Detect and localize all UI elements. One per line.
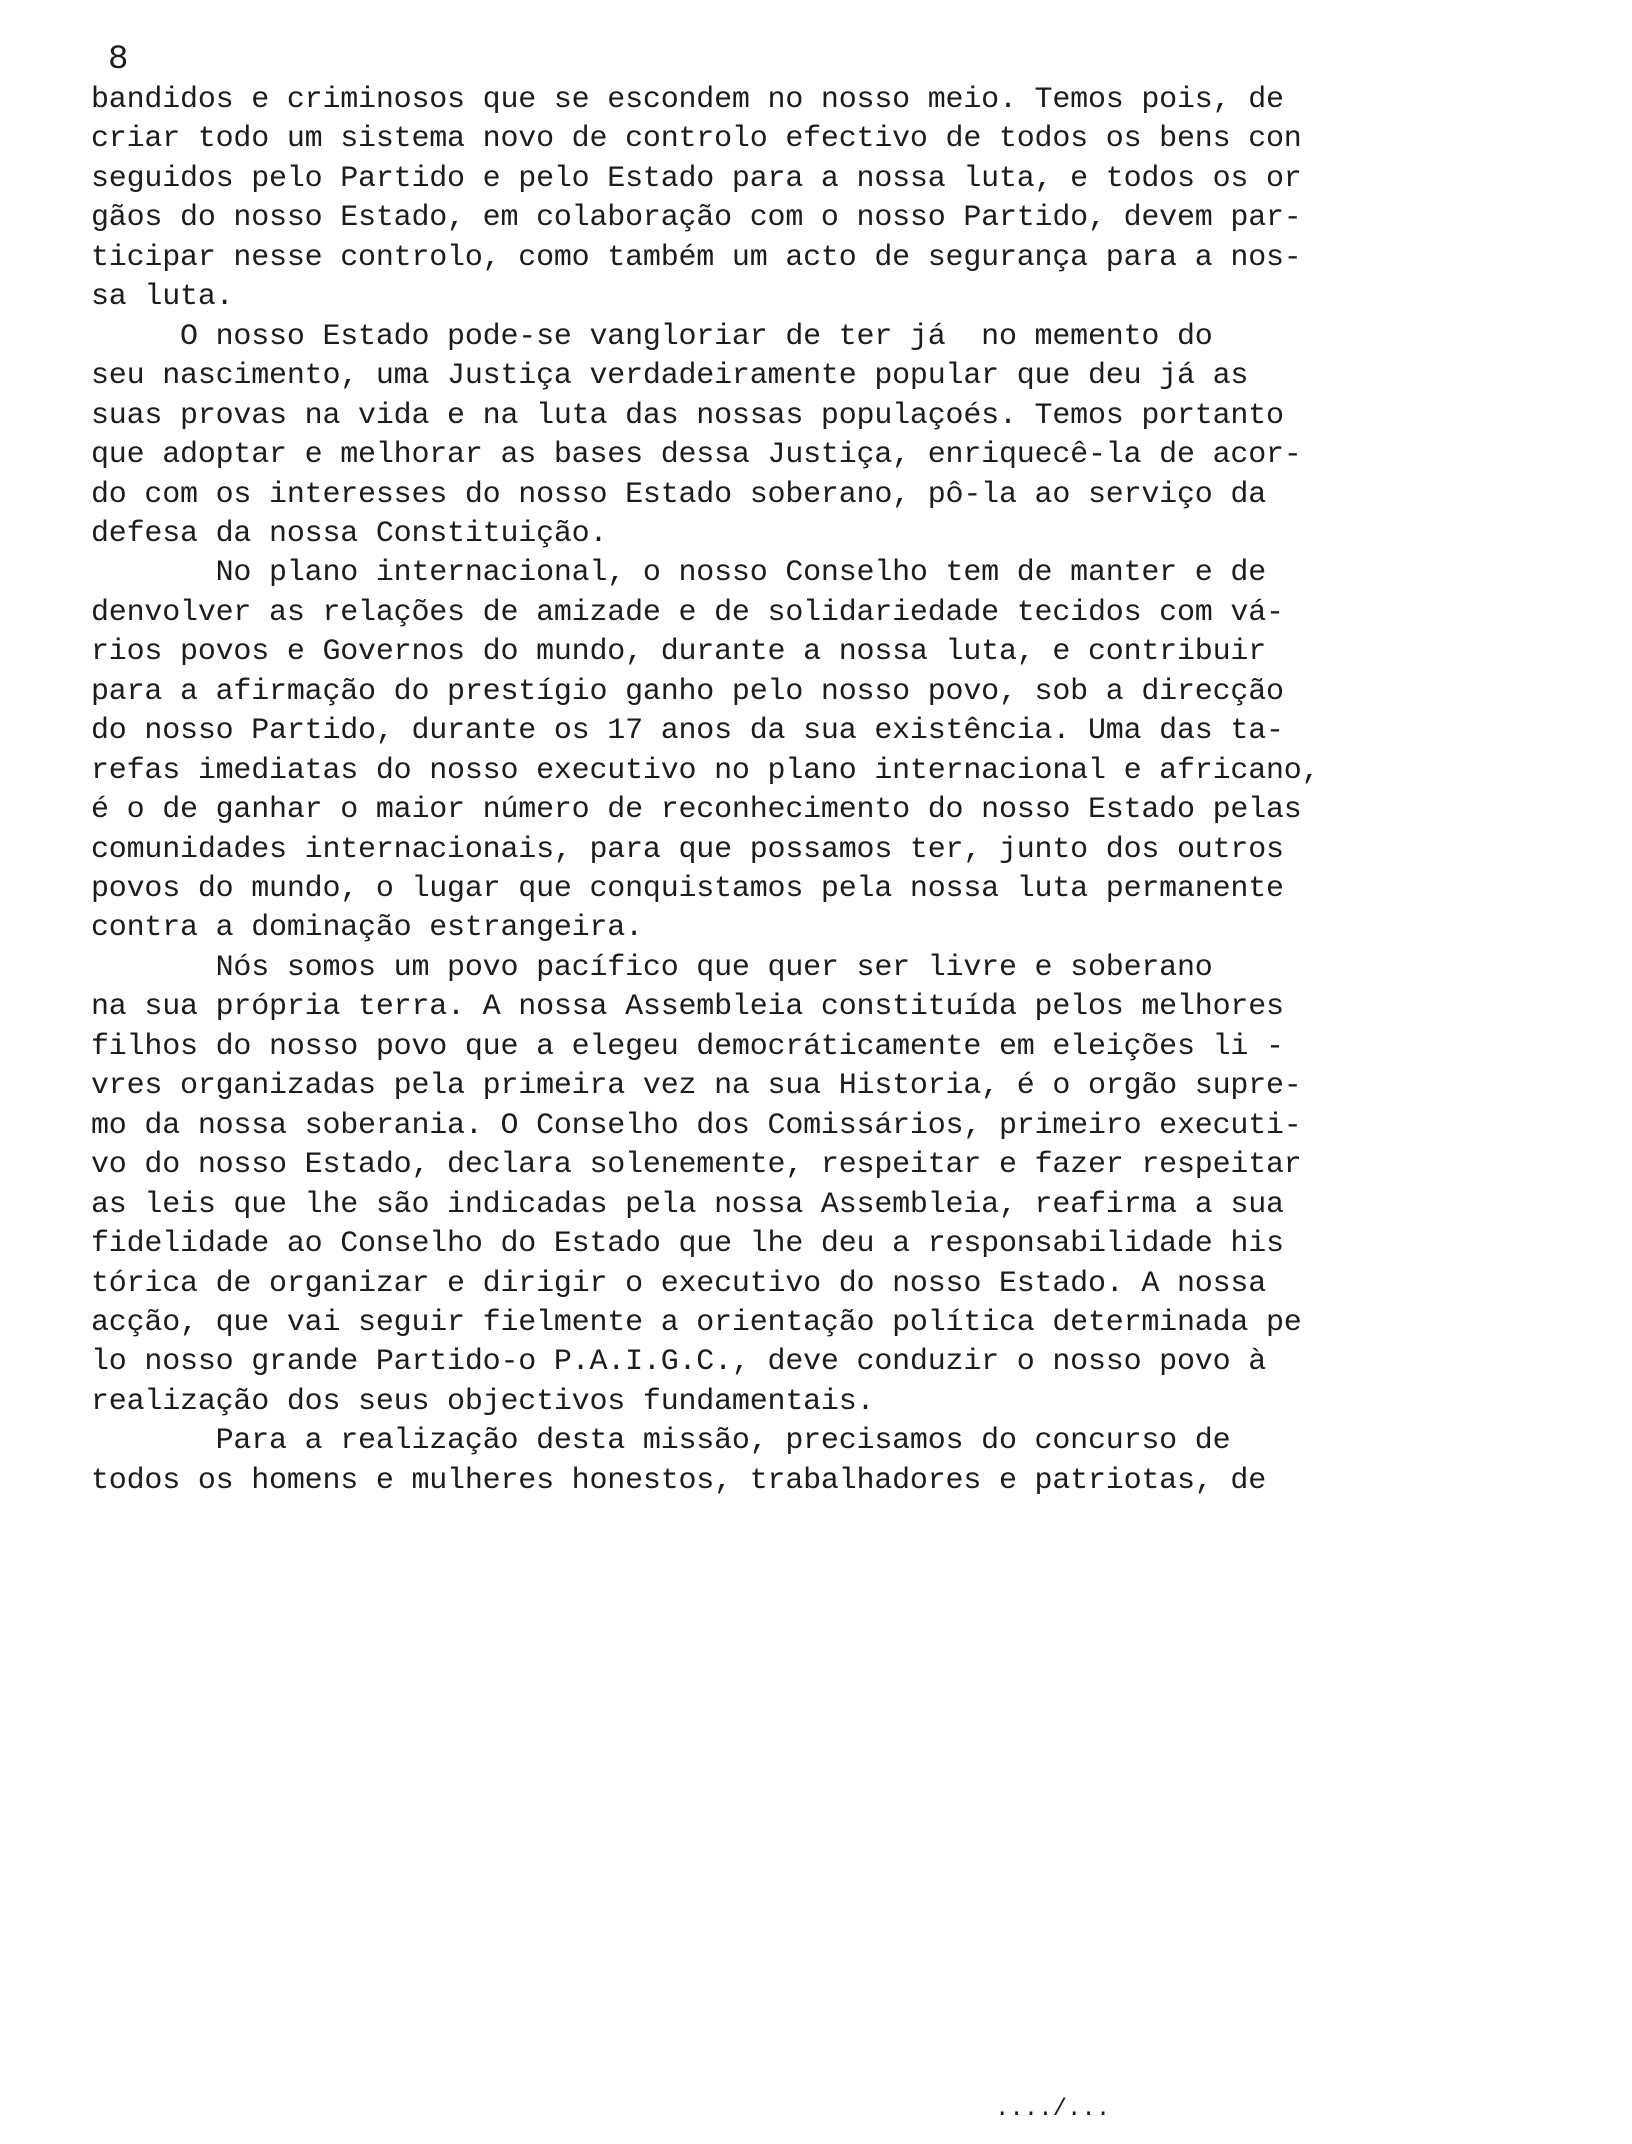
text-line: povos do mundo, o lugar que conquistamos pela nossa luta permanente bbox=[91, 872, 1284, 906]
text-line: tórica de organizar e dirigir o executivo do nosso Estado. A nossa bbox=[91, 1267, 1266, 1301]
text-line: ticipar nesse controlo, como também um acto de segurança para a nos- bbox=[91, 241, 1302, 275]
text-line: Nós somos um povo pacífico que quer ser livre e soberano bbox=[91, 951, 1213, 985]
text-line: gãos do nosso Estado, em colaboração com o nosso Partido, devem par- bbox=[91, 201, 1302, 235]
text-line: refas imediatas do nosso executivo no plano internacional e africano, bbox=[91, 754, 1320, 788]
text-line: realização dos seus objectivos fundamentais. bbox=[91, 1385, 875, 1419]
text-line: do nosso Partido, durante os 17 anos da sua existência. Uma das ta- bbox=[91, 714, 1284, 748]
text-line: vres organizadas pela primeira vez na sua Historia, é o orgão supre- bbox=[91, 1069, 1302, 1103]
text-line: suas provas na vida e na luta das nossas populaçoés. Temos portanto bbox=[91, 399, 1284, 433]
text-line: seu nascimento, uma Justiça verdadeiramente popular que deu já as bbox=[91, 359, 1249, 393]
text-line: todos os homens e mulheres honestos, trabalhadores e patriotas, de bbox=[91, 1464, 1266, 1498]
text-line: do com os interesses do nosso Estado soberano, pô-la ao serviço da bbox=[91, 478, 1266, 512]
text-line: criar todo um sistema novo de controlo efectivo de todos os bens con bbox=[91, 122, 1302, 156]
text-line: para a afirmação do prestígio ganho pelo nosso povo, sob a direcção bbox=[91, 675, 1284, 709]
text-line: as leis que lhe são indicadas pela nossa Assembleia, reafirma a sua bbox=[91, 1188, 1284, 1222]
text-line: vo do nosso Estado, declara solenemente, respeitar e fazer respeitar bbox=[91, 1148, 1302, 1182]
text-line: é o de ganhar o maior número de reconhecimento do nosso Estado pelas bbox=[91, 793, 1302, 827]
text-line: sa luta. bbox=[91, 280, 234, 314]
text-line: denvolver as relações de amizade e de solidariedade tecidos com vá- bbox=[91, 596, 1284, 630]
text-line: bandidos e criminosos que se escondem no nosso meio. Temos pois, de bbox=[91, 83, 1284, 117]
text-line: que adoptar e melhorar as bases dessa Justiça, enriquecê-la de acor- bbox=[91, 438, 1302, 472]
text-line: acção, que vai seguir fielmente a orientação política determinada pe bbox=[91, 1306, 1302, 1340]
text-line: lo nosso grande Partido-o P.A.I.G.C., deve conduzir o nosso povo à bbox=[91, 1345, 1266, 1379]
text-line: filhos do nosso povo que a elegeu democráticamente em eleições li - bbox=[91, 1030, 1284, 1064]
text-line: comunidades internacionais, para que possamos ter, junto dos outros bbox=[91, 833, 1284, 867]
text-line: No plano internacional, o nosso Conselho tem de manter e de bbox=[91, 556, 1266, 590]
continuation-mark: ..../... bbox=[995, 2096, 1111, 2123]
text-line: mo da nossa soberania. O Conselho dos Comissários, primeiro executi- bbox=[91, 1109, 1302, 1143]
text-line: rios povos e Governos do mundo, durante a nossa luta, e contribuir bbox=[91, 635, 1266, 669]
text-line: defesa da nossa Constituição. bbox=[91, 517, 608, 551]
text-line: na sua própria terra. A nossa Assembleia constituída pelos melhores bbox=[91, 990, 1284, 1024]
text-line: fidelidade ao Conselho do Estado que lhe deu a responsabilidade his bbox=[91, 1227, 1284, 1261]
page-number: 8 bbox=[108, 41, 129, 79]
text-line: Para a realização desta missão, precisamos do concurso de bbox=[91, 1424, 1231, 1458]
text-line: seguidos pelo Partido e pelo Estado para a nossa luta, e todos os or bbox=[91, 162, 1302, 196]
text-line: contra a dominação estrangeira. bbox=[91, 911, 643, 945]
text-line: O nosso Estado pode-se vangloriar de ter já no memento do bbox=[91, 320, 1213, 354]
